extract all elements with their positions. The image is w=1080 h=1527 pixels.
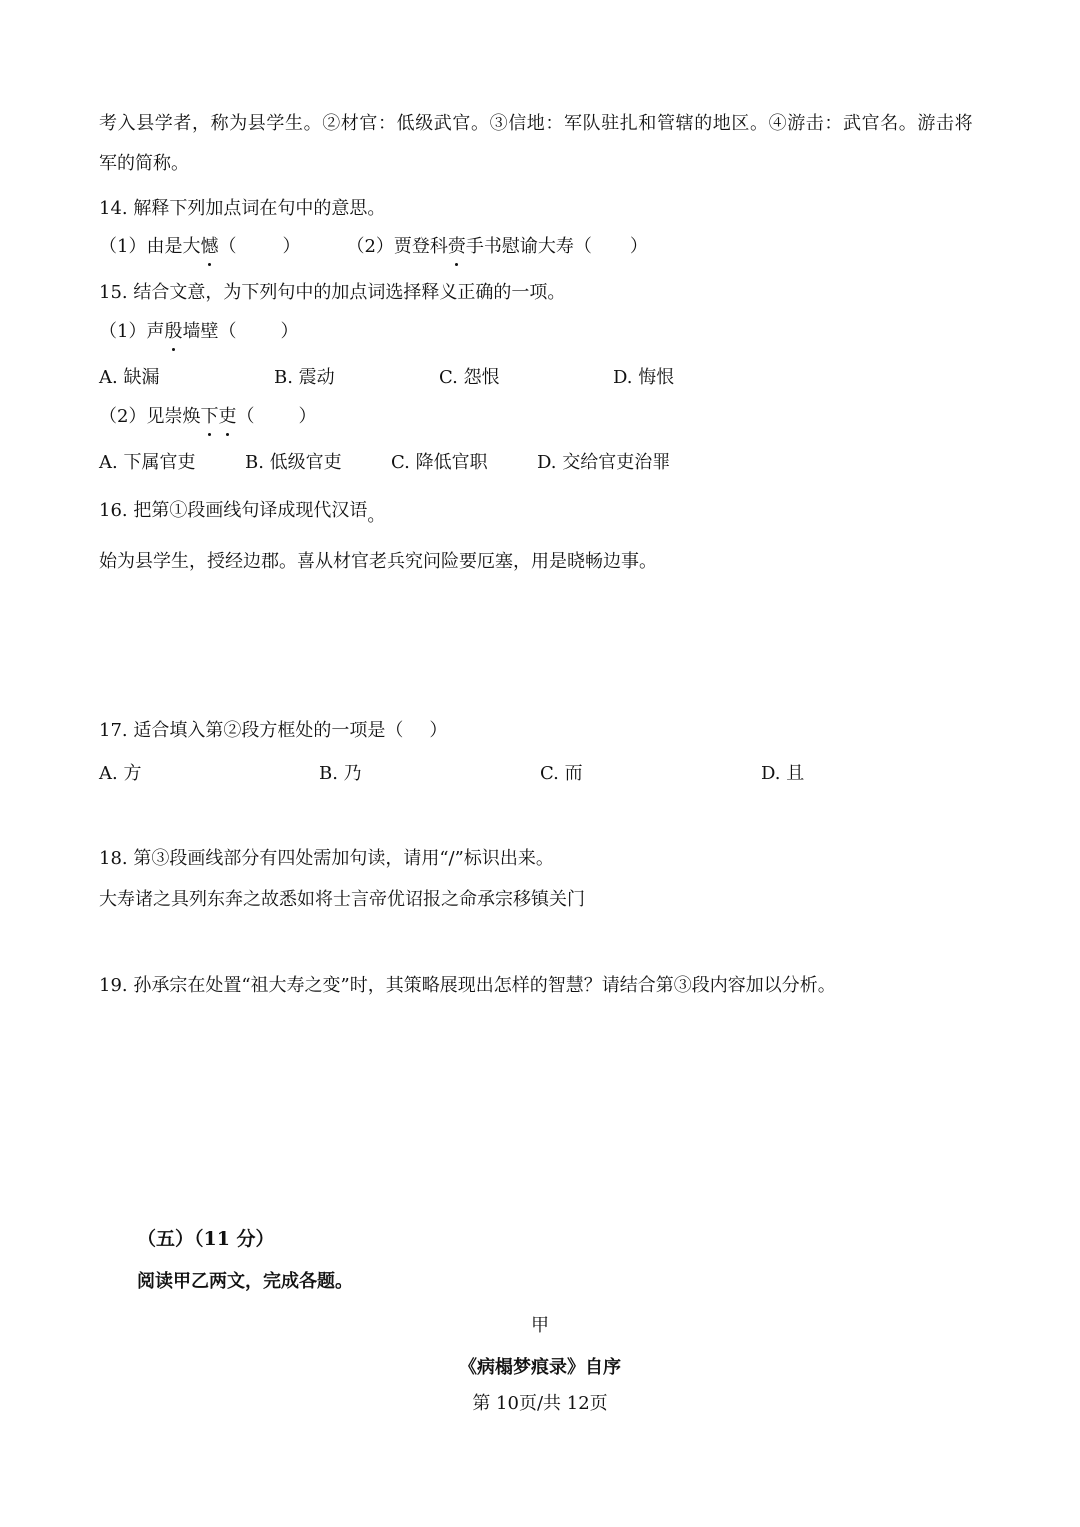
q17-option-c: C. 而	[540, 763, 583, 784]
page-footer: 第 10页/共 12页	[472, 1393, 608, 1414]
q14-stem: 14. 解释下列加点词在句中的意思。	[99, 198, 386, 219]
q15-sub2-prefix: （2）见崇焕	[99, 406, 201, 427]
q16-stem	[99, 498, 385, 524]
q14-item2-prefix: （2）贾登科	[346, 236, 448, 257]
q14-item1-close: ）	[282, 236, 301, 257]
q15-sub2-option-c: C. 降低官职	[391, 452, 488, 473]
q15-sub1-option-a: A. 缺漏	[99, 367, 160, 388]
q19-stem: 19. 孙承宗在处置“祖大寿之变”时，其策略展现出怎样的智慧？请结合第③段内容加以分析。	[99, 975, 836, 996]
q15-sub1-prefix: （1）声	[99, 321, 165, 342]
q15-sub1	[99, 319, 298, 345]
q14-item1-dotted-word: 憾	[200, 234, 218, 260]
q14-items	[99, 234, 648, 260]
q14-item2-dotted-word: 赍	[448, 234, 466, 260]
q15-sub2-close: ）	[298, 406, 317, 427]
q15-sub2-dotted-word-2: 吏	[218, 404, 236, 430]
q15-sub1-option-d: D. 悔恨	[613, 367, 675, 388]
q15-sub2-option-b: B. 低级官吏	[245, 452, 342, 473]
q14-item2-open: 手书慰谕大寿（	[465, 236, 592, 257]
q15-stem: 15. 结合文意，为下列句中的加点词选择释义正确的一项。	[99, 282, 566, 303]
q16-stem-text: 16. 把第①段画线句译成现代汉语	[99, 500, 368, 521]
q14-item2-close: ）	[629, 236, 648, 257]
q15-sub1-open: 墙壁（	[182, 321, 237, 342]
q17-stem-text: 17. 适合填入第②段方框处的一项是（	[99, 720, 404, 741]
q18-stem: 18. 第③段画线部分有四处需加句读，请用“/”标识出来。	[99, 848, 554, 869]
q14-item1-open: （	[218, 236, 237, 257]
section-heading: （五）（11 分）	[137, 1228, 275, 1250]
q15-sub1-option-c: C. 怨恨	[439, 367, 500, 388]
section-instruction: 阅读甲乙两文，完成各题。	[137, 1271, 353, 1292]
q14-item1-prefix: （1）由是大	[99, 236, 201, 257]
q16-sentence: 始为县学生，授经边郡。喜从材官老兵究问险要厄塞，用是晓畅边事。	[99, 551, 657, 572]
part-label: 甲	[531, 1315, 549, 1336]
q15-sub1-dotted-word: 殷	[164, 319, 182, 345]
q15-sub2-open: （	[236, 406, 255, 427]
q17-stem-close: ）	[429, 720, 448, 741]
q15-sub2-dotted-word-1: 下	[200, 404, 218, 430]
q15-sub1-option-b: B. 震动	[274, 367, 335, 388]
q16-stem-end: 。	[367, 505, 386, 526]
q17-stem	[99, 718, 447, 744]
q17-option-b: B. 乃	[319, 763, 362, 784]
passage-title: 《病榻梦痕录》自序	[459, 1357, 621, 1378]
q15-sub2-option-a: A. 下属官吏	[99, 452, 196, 473]
q15-sub1-close: ）	[280, 321, 299, 342]
q15-sub2-option-d: D. 交给官吏治罪	[537, 452, 671, 473]
q17-option-d: D. 且	[761, 763, 805, 784]
note-line-2: 军的简称。	[99, 153, 189, 174]
q15-sub2	[99, 404, 316, 430]
note-line-1: 考入县学者，称为县学生。②材官：低级武官。③信地：军队驻扎和管辖的地区。④游击：武官名。游击将	[99, 113, 974, 134]
q18-sentence: 大寿诸之具列东奔之故悉如将士言帝优诏报之命承宗移镇关门	[99, 889, 585, 910]
q17-option-a: A. 方	[99, 763, 142, 784]
